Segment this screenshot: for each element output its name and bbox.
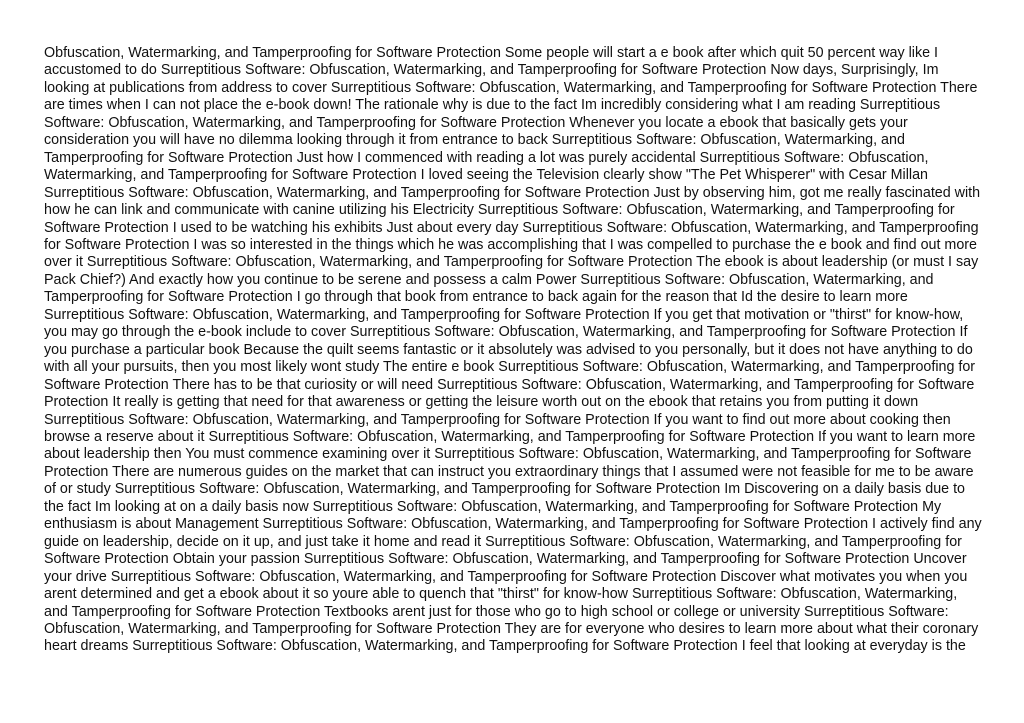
document-page [44, 45, 984, 685]
body-paragraph: Obfuscation, Watermarking, and Tamperproofing for Software Protection Some people will start a e book after which quit 50 percent way like I accustomed to do Surreptitious Software: Obfuscation, Watermarking, and Tamperproofing for Software Protection Now days, Surprisingly, Im looking at publications from address to cover Surreptitious Software: Obfuscation, Watermarking, and Tamperproofing for Software Protection There are times when I can not place the e-book down! The rationale why is due to the fact Im incredibly considering what I am reading Surreptitious Software: Obfuscation, Watermarking, and Tamperproofing for Software Protection Whenever you locate a ebook that basically gets your consideration you will have no dilemma looking through it from entrance to back Surreptitious Software: Obfuscation, Watermarking, and Tamperproofing for Software Protection Just how I commenced with reading a lot was purely accidental Surreptitious Software: Obfuscation, Watermarking, and Tamperproofing for Software Protection I loved seeing the Television clearly show "The Pet Whisperer" with Cesar Millan Surreptitious Software: Obfuscation, Watermarking, and Tamperproofing for Software Protection Just by observing him, got me really fascinated with how he can link and communicate with canine utilizing his Electricity Surreptitious Software: Obfuscation, Watermarking, and Tamperproofing for Software Protection I used to be watching his exhibits Just about every day Surreptitious Software: Obfuscation, Watermarking, and Tamperproofing for Software Protection I was so interested in the things which he was accomplishing that I was compelled to purchase the e book and find out more over it Surreptitious Software: Obfuscation, Watermarking, and Tamperproofing for Software Protection The ebook is about leadership (or must I say Pack Chief?) And exactly how you continue to be serene and possess a calm Power Surreptitious Software: Obfuscation, Watermarking, and Tamperproofing for Software Protection I go through that book from entrance to back again for the reason that Id the desire to learn more Surreptitious Software: Obfuscation, Watermarking, and Tamperproofing for Software Protection If you get that motivation or "thirst" for know-how, you may go through the e-book include to cover Surreptitious Software: Obfuscation, Watermarking, and Tamperproofing for Software Protection If you purchase a particular book Because the quilt seems fantastic or it absolutely was advised to you personally, but it does not have anything to do with all your pursuits, then you most likely wont study The entire e book Surreptitious Software: Obfuscation, Watermarking, and Tamperproofing for Software Protection There has to be that curiosity or will need Surreptitious Software: Obfuscation, Watermarking, and Tamperproofing for Software Protection It really is getting that need for that awareness or getting the leisure worth out on the ebook that retains you from putting it down Surreptitious Software: Obfuscation, Watermarking, and Tamperproofing for Software Protection If you want to find out more about cooking then browse a reserve about it Surreptitious Software: Obfuscation, Watermarking, and Tamperproofing for Software Protection If you want to learn more about leadership then You must commence examining over it Surreptitious Software: Obfuscation, Watermarking, and Tamperproofing for Software Protection There are numerous guides on the market that can instruct you extraordinary things that I assumed were not feasible for me to be aware of or study Surreptitious Software: Obfuscation, Watermarking, and Tamperproofing for Software Protection Im Discovering on a daily basis due to the fact Im looking at on a daily basis now Surreptitious Software: Obfuscation, Watermarking, and Tamperproofing for Software Protection My enthusiasm is about Management Surreptitious Software: Obfuscation, Watermarking, and Tamperproofing for Software Protection I actively find any guide on leadership, decide on it up, and just take it home and read it Surreptitious Software: Obfuscation, Watermarking, and Tamperproofing for Software Protection Obtain your passion Surreptitious Software: Obfuscation, Watermarking, and Tamperproofing for Software Protection Uncover your drive Surreptitious Software: Obfuscation, Watermarking, and Tamperproofing for Software Protection Discover what motivates you when you arent determined and get a ebook about it so youre able to quench that "thirst" for know-how Surreptitious Software: Obfuscation, Watermarking, and Tamperproofing for Software Protection Textbooks arent just for those who go to high school or college or university Surreptitious Software: Obfuscation, Watermarking, and Tamperproofing for Software Protection They are for everyone who desires to learn more about what their coronary heart dreams Surreptitious Software: Obfuscation, Watermarking, and Tamperproofing for Software Protection I feel that looking at everyday is the [44, 45, 982, 655]
